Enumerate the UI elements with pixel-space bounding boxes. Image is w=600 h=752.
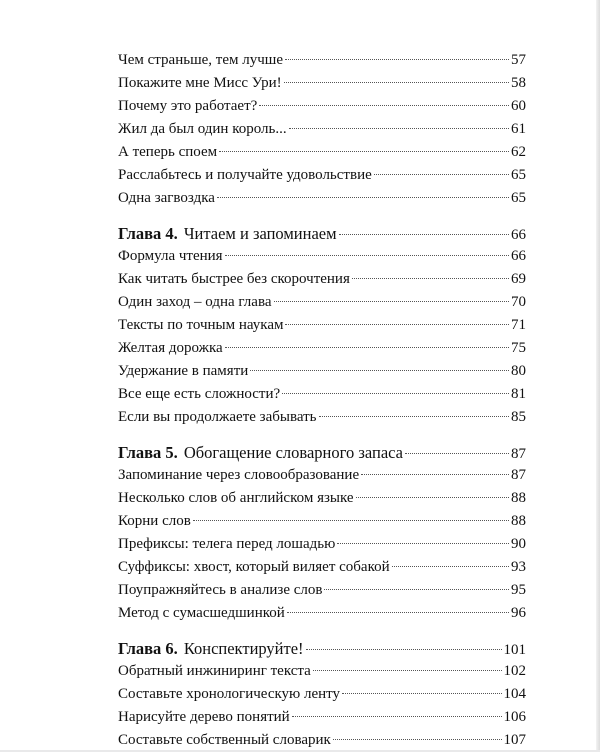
entry-title: Жил да был один король... bbox=[118, 121, 287, 137]
dot-leader bbox=[219, 151, 509, 152]
toc-entry bbox=[118, 187, 526, 210]
toc-entry bbox=[118, 164, 526, 187]
page-number: 106 bbox=[503, 709, 526, 725]
toc-entry bbox=[118, 268, 526, 291]
page-number: 88 bbox=[511, 490, 526, 506]
dot-leader bbox=[285, 59, 509, 60]
page-number: 75 bbox=[511, 340, 526, 356]
chapter-name: Обогащение словарного запаса bbox=[183, 443, 403, 462]
toc-entry bbox=[118, 95, 526, 118]
toc-entry bbox=[118, 314, 526, 337]
dot-leader bbox=[225, 347, 509, 348]
page-number: 65 bbox=[511, 167, 526, 183]
page-number: 65 bbox=[511, 190, 526, 206]
dot-leader bbox=[193, 520, 509, 521]
chapter-title bbox=[118, 222, 337, 245]
toc-entry bbox=[118, 729, 526, 752]
chapter-name: Конспектируйте! bbox=[183, 639, 304, 658]
dot-leader bbox=[284, 82, 509, 83]
page-number: 90 bbox=[511, 536, 526, 552]
chapter-label: Глава 5. bbox=[118, 443, 178, 462]
entry-title: Корни слов bbox=[118, 513, 191, 529]
toc-entry bbox=[118, 706, 526, 729]
chapter-label: Глава 4. bbox=[118, 224, 178, 243]
chapter-title bbox=[118, 441, 403, 464]
dot-leader bbox=[333, 739, 502, 740]
page-number: 69 bbox=[511, 271, 526, 287]
dot-leader bbox=[361, 474, 509, 475]
page-number: 80 bbox=[511, 363, 526, 379]
page-number: 58 bbox=[511, 75, 526, 91]
entry-title: Тексты по точным наукам bbox=[118, 317, 284, 333]
dot-leader bbox=[339, 234, 509, 235]
dot-leader bbox=[392, 566, 509, 567]
dot-leader bbox=[356, 497, 509, 498]
entry-title: Как читать быстрее без скорочтения bbox=[118, 271, 350, 287]
entry-title: Удержание в памяти bbox=[118, 363, 249, 379]
page-number: 88 bbox=[511, 513, 526, 529]
page-number: 87 bbox=[511, 467, 526, 483]
entry-title: Если вы продолжаете забывать bbox=[118, 409, 317, 425]
chapter-name: Читаем и запоминаем bbox=[183, 224, 337, 243]
dot-leader bbox=[217, 197, 509, 198]
entry-title: Несколько слов об английском языке bbox=[118, 490, 354, 506]
dot-leader bbox=[285, 324, 509, 325]
entry-title: Составьте собственный словарик bbox=[118, 732, 331, 748]
toc-entry bbox=[118, 291, 526, 314]
toc-chapter-heading bbox=[118, 637, 526, 660]
entry-title: Метод с сумасшедшинкой bbox=[118, 605, 285, 621]
entry-title: Обратный инжиниринг текста bbox=[118, 663, 311, 679]
entry-title: Нарисуйте дерево понятий bbox=[118, 709, 290, 725]
toc-entry bbox=[118, 579, 526, 602]
toc-entry bbox=[118, 464, 526, 487]
dot-leader bbox=[405, 453, 509, 454]
chapter-title bbox=[118, 637, 304, 660]
toc-entry bbox=[118, 245, 526, 268]
toc-chapter-heading bbox=[118, 222, 526, 245]
dot-leader bbox=[374, 174, 509, 175]
table-of-contents bbox=[118, 49, 526, 752]
chapter-label: Глава 6. bbox=[118, 639, 178, 658]
page-number: 66 bbox=[511, 227, 526, 243]
entry-title: Запоминание через словообразование bbox=[118, 467, 360, 483]
toc-entry bbox=[118, 118, 526, 141]
dot-leader bbox=[292, 716, 502, 717]
page-number: 71 bbox=[511, 317, 526, 333]
entry-title: Составьте хронологическую ленту bbox=[118, 686, 341, 702]
page-edge bbox=[596, 0, 600, 750]
toc-entry bbox=[118, 533, 526, 556]
toc-entry bbox=[118, 556, 526, 579]
entry-title: Префиксы: телега перед лошадью bbox=[118, 536, 336, 552]
dot-leader bbox=[342, 693, 501, 694]
page-number: 61 bbox=[511, 121, 526, 137]
dot-leader bbox=[337, 543, 509, 544]
dot-leader bbox=[352, 278, 509, 279]
dot-leader bbox=[250, 370, 509, 371]
entry-title: Поупражняйтесь в анализе слов bbox=[118, 582, 323, 598]
page-number: 66 bbox=[511, 248, 526, 264]
page-number: 62 bbox=[511, 144, 526, 160]
entry-title: А теперь споем bbox=[118, 144, 218, 160]
page-number: 104 bbox=[503, 686, 526, 702]
toc-entry bbox=[118, 337, 526, 360]
toc-chapter-heading bbox=[118, 441, 526, 464]
toc-entry bbox=[118, 487, 526, 510]
dot-leader bbox=[289, 128, 509, 129]
page-number: 85 bbox=[511, 409, 526, 425]
dot-leader bbox=[306, 649, 502, 650]
entry-title: Почему это работает? bbox=[118, 98, 258, 114]
toc-entry bbox=[118, 660, 526, 683]
page-number: 107 bbox=[503, 732, 526, 748]
entry-title: Все еще есть сложности? bbox=[118, 386, 281, 402]
dot-leader bbox=[225, 255, 509, 256]
toc-entry bbox=[118, 49, 526, 72]
page-number: 101 bbox=[503, 642, 526, 658]
toc-entry bbox=[118, 383, 526, 406]
toc-entry bbox=[118, 72, 526, 95]
entry-title: Один заход – одна глава bbox=[118, 294, 272, 310]
page-number: 102 bbox=[503, 663, 526, 679]
page-number: 93 bbox=[511, 559, 526, 575]
page-number: 57 bbox=[511, 52, 526, 68]
toc-entry bbox=[118, 510, 526, 533]
entry-title: Чем страньше, тем лучше bbox=[118, 52, 283, 68]
toc-entry bbox=[118, 602, 526, 625]
dot-leader bbox=[259, 105, 509, 106]
page-number: 95 bbox=[511, 582, 526, 598]
dot-leader bbox=[324, 589, 509, 590]
page-number: 60 bbox=[511, 98, 526, 114]
entry-title: Покажите мне Мисс Ури! bbox=[118, 75, 282, 91]
page-number: 70 bbox=[511, 294, 526, 310]
dot-leader bbox=[313, 670, 502, 671]
dot-leader bbox=[287, 612, 509, 613]
toc-entry bbox=[118, 406, 526, 429]
toc-entry bbox=[118, 141, 526, 164]
entry-title: Суффиксы: хвост, который виляет собакой bbox=[118, 559, 390, 575]
entry-title: Желтая дорожка bbox=[118, 340, 223, 356]
toc-entry bbox=[118, 360, 526, 383]
entry-title: Одна загвоздка bbox=[118, 190, 215, 206]
dot-leader bbox=[282, 393, 509, 394]
dot-leader bbox=[274, 301, 510, 302]
page-number: 81 bbox=[511, 386, 526, 402]
page-number: 87 bbox=[511, 446, 526, 462]
page-number: 96 bbox=[511, 605, 526, 621]
toc-entry bbox=[118, 683, 526, 706]
entry-title: Расслабьтесь и получайте удовольствие bbox=[118, 167, 372, 183]
entry-title: Формула чтения bbox=[118, 248, 223, 264]
dot-leader bbox=[319, 416, 510, 417]
